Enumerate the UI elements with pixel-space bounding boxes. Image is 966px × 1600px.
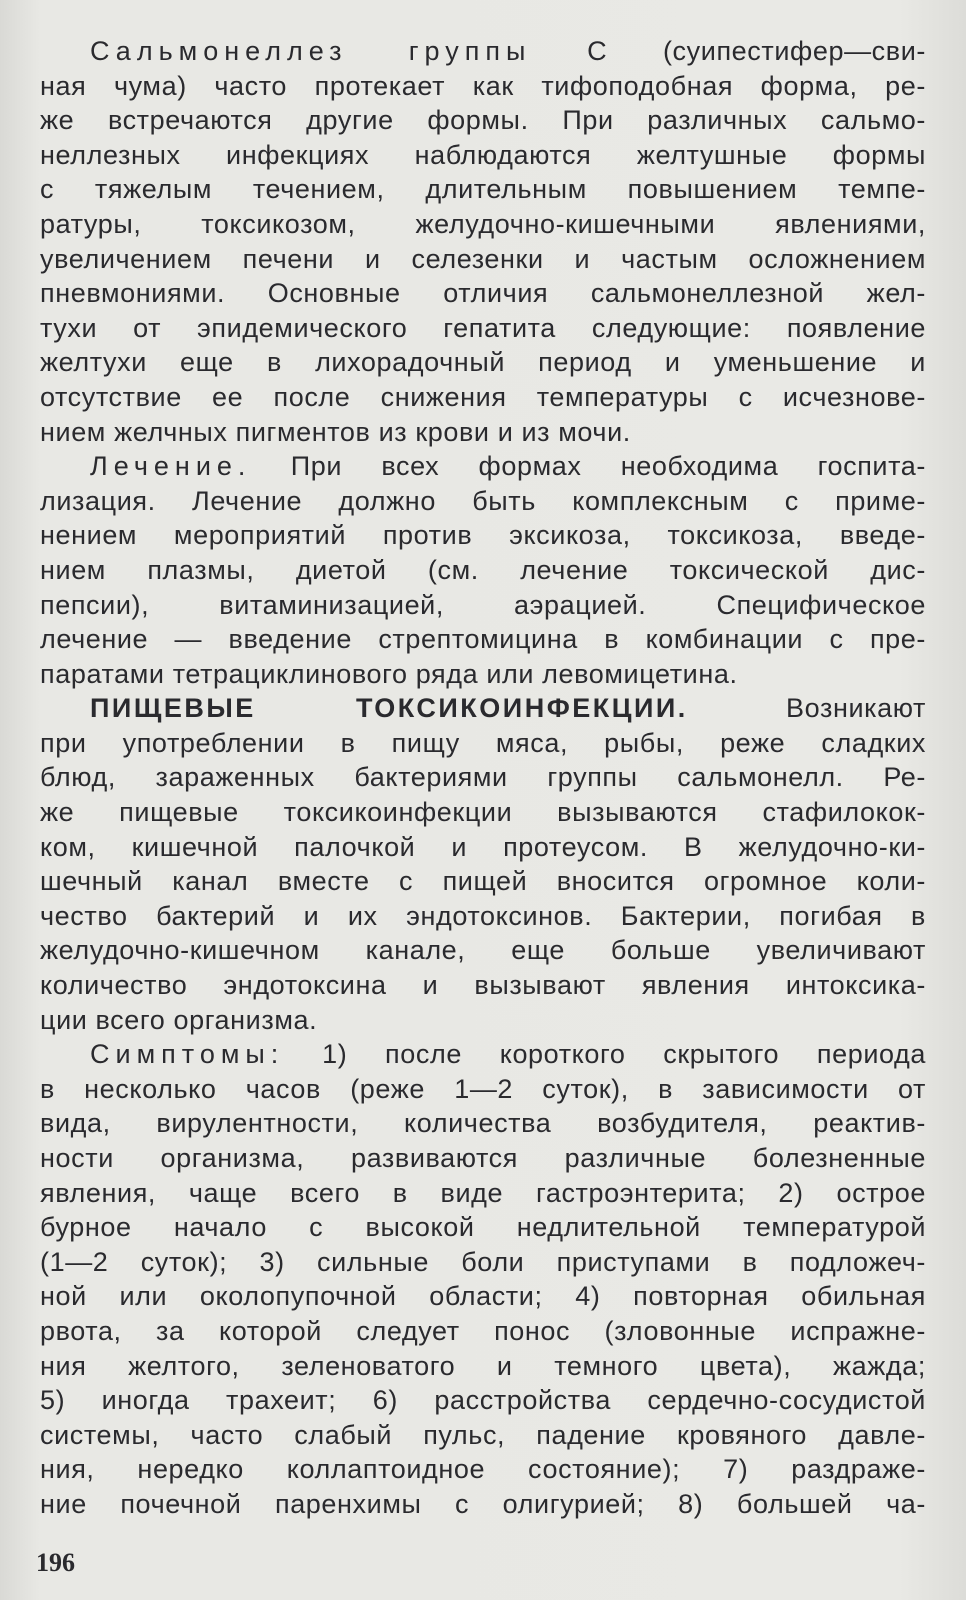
text-line: количество эндотоксина и вызывают явления интоксика- <box>40 970 926 1001</box>
text-line: ния желтого, зеленоватого и темного цвета), жажда; <box>40 1350 926 1381</box>
text-line: же встречаются другие формы. При различных сальмо- <box>40 105 926 136</box>
text-line: с тяжелым течением, длительным повышением темпе- <box>40 174 926 205</box>
text-line: увеличением печени и селезенки и частым осложнением <box>40 243 926 274</box>
text-line: блюд, зараженных бактериями группы сальмонелл. Ре- <box>40 762 926 793</box>
text-line: лизация. Лечение должно быть комплексным с приме- <box>40 485 926 516</box>
text-line: желудочно-кишечном канале, еще больше увеличивают <box>40 935 926 966</box>
paragraph-treatment <box>40 449 926 691</box>
text-line: нием плазмы, диетой (см. лечение токсической дис- <box>40 554 926 585</box>
text-line: ПИЩЕВЫЕ ТОКСИКОИНФЕКЦИИ. Возникают <box>90 693 926 724</box>
text-line: шечный канал вместе с пищей вносится огромное коли- <box>40 866 926 897</box>
text-line: ратуры, токсикозом, желудочно-кишечными явлениями, <box>40 208 926 239</box>
text-line: ной или околопупочной области; 4) повторная обильная <box>40 1281 926 1312</box>
text-line: ния, нередко коллаптоидное состояние); 7) раздраже- <box>40 1454 926 1485</box>
page-number: 196 <box>36 1548 75 1577</box>
text-line: ком, кишечной палочкой и протеусом. В желудочно-ки- <box>40 831 926 862</box>
text-line: (1—2 суток); 3) сильные боли приступами в подложеч- <box>40 1246 926 1277</box>
text-line: при употреблении в пищу мяса, рыбы, реже сладких <box>40 727 926 758</box>
text-line: Сальмонеллез группы С (суипестифер—сви- <box>90 36 926 66</box>
text-line: бурное начало с высокой недлительной температурой <box>40 1212 926 1243</box>
text-line: системы, часто слабый пульс, падение кровяного давле- <box>40 1419 926 1450</box>
spaced-lead: Лечение. <box>90 451 252 482</box>
text-line: в несколько часов (реже 1—2 суток), в зависимости от <box>40 1073 926 1104</box>
text-line: 5) иногда трахеит; 6) расстройства сердечно-сосудистой <box>40 1385 926 1416</box>
text-line: тухи от эпидемического гепатита следующие: появление <box>40 312 926 343</box>
body-text <box>40 34 926 1522</box>
text-line: паратами тетрациклинового ряда или левомицетина. <box>40 658 738 689</box>
paragraph-food-toxicoinfections <box>40 691 926 1037</box>
text-line: пепсии), витаминизацией, аэрацией. Специфическое <box>40 589 926 620</box>
text-line: отсутствие ее после снижения температуры с исчезнове- <box>40 381 926 412</box>
text-line: ние почечной паренхимы с олигурией; 8) большей ча- <box>40 1488 926 1519</box>
paragraph-salmonellosis-group-c <box>40 34 926 449</box>
text-line: неллезных инфекциях наблюдаются желтушные формы <box>40 139 926 170</box>
text-line: нением мероприятий против эксикоза, токсикоза, введе- <box>40 520 926 551</box>
text-line: ности организма, развиваются различные болезненные <box>40 1143 926 1173</box>
text-line: ции всего организма. <box>40 1004 318 1035</box>
paragraph-symptoms <box>40 1037 926 1521</box>
text-line: чество бактерий и их эндотоксинов. Бактерии, погибая в <box>40 900 926 931</box>
spaced-lead: Симптомы: <box>90 1039 285 1070</box>
text-line: Симптомы: 1) после короткого скрытого периода <box>90 1039 926 1070</box>
text-line: пневмониями. Основные отличия сальмонеллезной жел- <box>40 278 926 309</box>
text-line: вида, вирулентности, количества возбудителя, реактив- <box>40 1108 926 1139</box>
text-line: ная чума) часто протекает как тифоподобная форма, ре- <box>40 70 926 101</box>
text-line: же пищевые токсикоинфекции вызываются стафилокок- <box>40 797 926 828</box>
text-line: Лечение. При всех формах необходима госпита- <box>90 451 926 482</box>
spaced-lead: Сальмонеллез группы <box>90 36 532 66</box>
text-line: рвота, за которой следует понос (зловонные испражне- <box>40 1315 926 1346</box>
text-line: желтухи еще в лихорадочный период и уменьшение и <box>40 347 926 378</box>
section-heading: ПИЩЕВЫЕ ТОКСИКОИНФЕКЦИИ. <box>90 693 688 724</box>
text-line: нием желчных пигментов из крови и из мочи. <box>40 416 631 447</box>
text-line: лечение — введение стрептомицина в комбинации с пре- <box>40 624 926 655</box>
text-line: явления, чаще всего в виде гастроэнтерита; 2) острое <box>40 1177 926 1208</box>
